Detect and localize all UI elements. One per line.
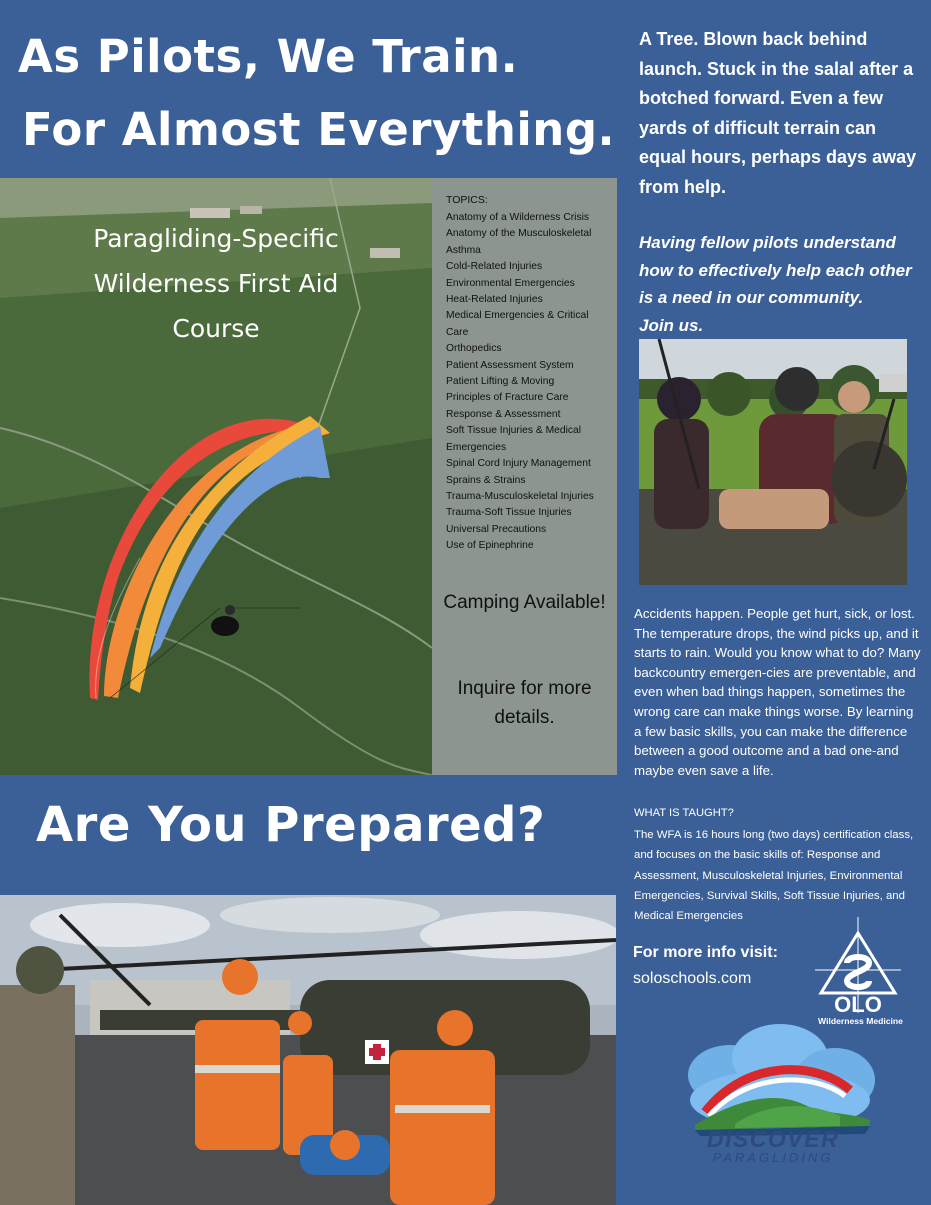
course-title [0, 216, 432, 351]
topic-item: Anatomy of the Musculoskeletal Asthma [446, 228, 592, 256]
topics-panel [432, 178, 617, 775]
topic-item: Principles of Fracture Care [446, 392, 569, 404]
topic-item: Trauma-Musculoskeletal Injuries [446, 490, 594, 502]
topics-list [446, 210, 612, 555]
camping-note: Camping Available! [443, 592, 606, 613]
topic-item: Spinal Cord Injury Management [446, 458, 591, 470]
topic-item: Response & Assessment [446, 408, 561, 420]
topic-item: Orthopedics [446, 343, 502, 355]
topic-item: Anatomy of a Wilderness Crisis [446, 212, 590, 223]
prepared-headline: Are You Prepared? [36, 797, 546, 853]
topic-item: Use of Epinephrine [446, 540, 534, 552]
course-title-line-1: Paragliding-Specific [93, 224, 339, 253]
headline-line-2: For Almost Everything. [22, 103, 616, 156]
accidents-paragraph: Accidents happen. People get hurt, sick, or lost. The temperature drops, the wind picks up, and it starts to rain. Would you know what to do? Many backcountry emergen-cies are preventable, and even when bad things happen, sometimes the wrong care can make things worse. By learning a few basic skills, you can make the difference between a good outcome and a bad one-and maybe even save a life. [634, 606, 921, 778]
solo-logo-icon [803, 915, 913, 1027]
headline-line-1: As Pilots, We Train. [18, 30, 519, 83]
topic-item: Cold-Related Injuries [446, 261, 543, 273]
course-title-line-3: Course [172, 314, 260, 343]
topic-item: Patient Lifting & Moving [446, 376, 555, 388]
helicopter-training-photo [0, 895, 616, 1205]
topic-item: Medical Emergencies & Critical Care [446, 310, 589, 338]
topic-item: Environmental Emergencies [446, 277, 575, 289]
paragliding-wordmark: PARAGLIDING [712, 1150, 834, 1165]
story-intro: A Tree. Blown back behind launch. Stuck in the salal after a botched forward. Even a few yards of difficult terrain can equal hours, perhaps days away from help. [639, 29, 917, 197]
helicopter-training-illustration [0, 895, 616, 1205]
discover-wordmark: DISCOVER [706, 1126, 840, 1152]
story-join: Join us. [639, 315, 704, 335]
info-label: For more info visit: [633, 944, 778, 961]
topic-item: Heat-Related Injuries [446, 294, 543, 306]
topic-item: Sprains & Strains [446, 474, 526, 486]
topic-item: Soft Tissue Injuries & Medical Emergencies [446, 425, 582, 453]
taught-title: WHAT IS TAUGHT? [634, 807, 734, 819]
taught-body: The WFA is 16 hours long (two days) certification class, and focuses on the basic skills of: Response and Assessment, Musculoskeletal Injuries, Environmental Emergencies, Survival Skills, Soft Tissue Injuries, and Medical Emergencies [634, 829, 914, 923]
rescue-practice-illustration [639, 339, 907, 585]
info-url-link[interactable]: soloschools.com [633, 970, 752, 987]
solo-letters: OLO [834, 992, 882, 1017]
topic-item: Trauma-Soft Tissue Injuries [446, 507, 572, 519]
story-appeal-text: Having fellow pilots understand how to effectively help each other is a need in our community. [639, 233, 912, 307]
topics-title: TOPICS: [446, 194, 488, 206]
story-appeal [639, 229, 924, 339]
topic-item: Patient Assessment System [446, 359, 574, 371]
rescue-practice-photo [639, 339, 907, 585]
solo-subtitle: Wilderness Medicine [818, 1016, 903, 1026]
topic-item: Universal Precautions [446, 523, 547, 535]
course-title-line-2: Wilderness First Aid [93, 269, 339, 298]
paraglider-photo [0, 178, 432, 775]
inquire-note: Inquire for more details. [457, 678, 592, 728]
